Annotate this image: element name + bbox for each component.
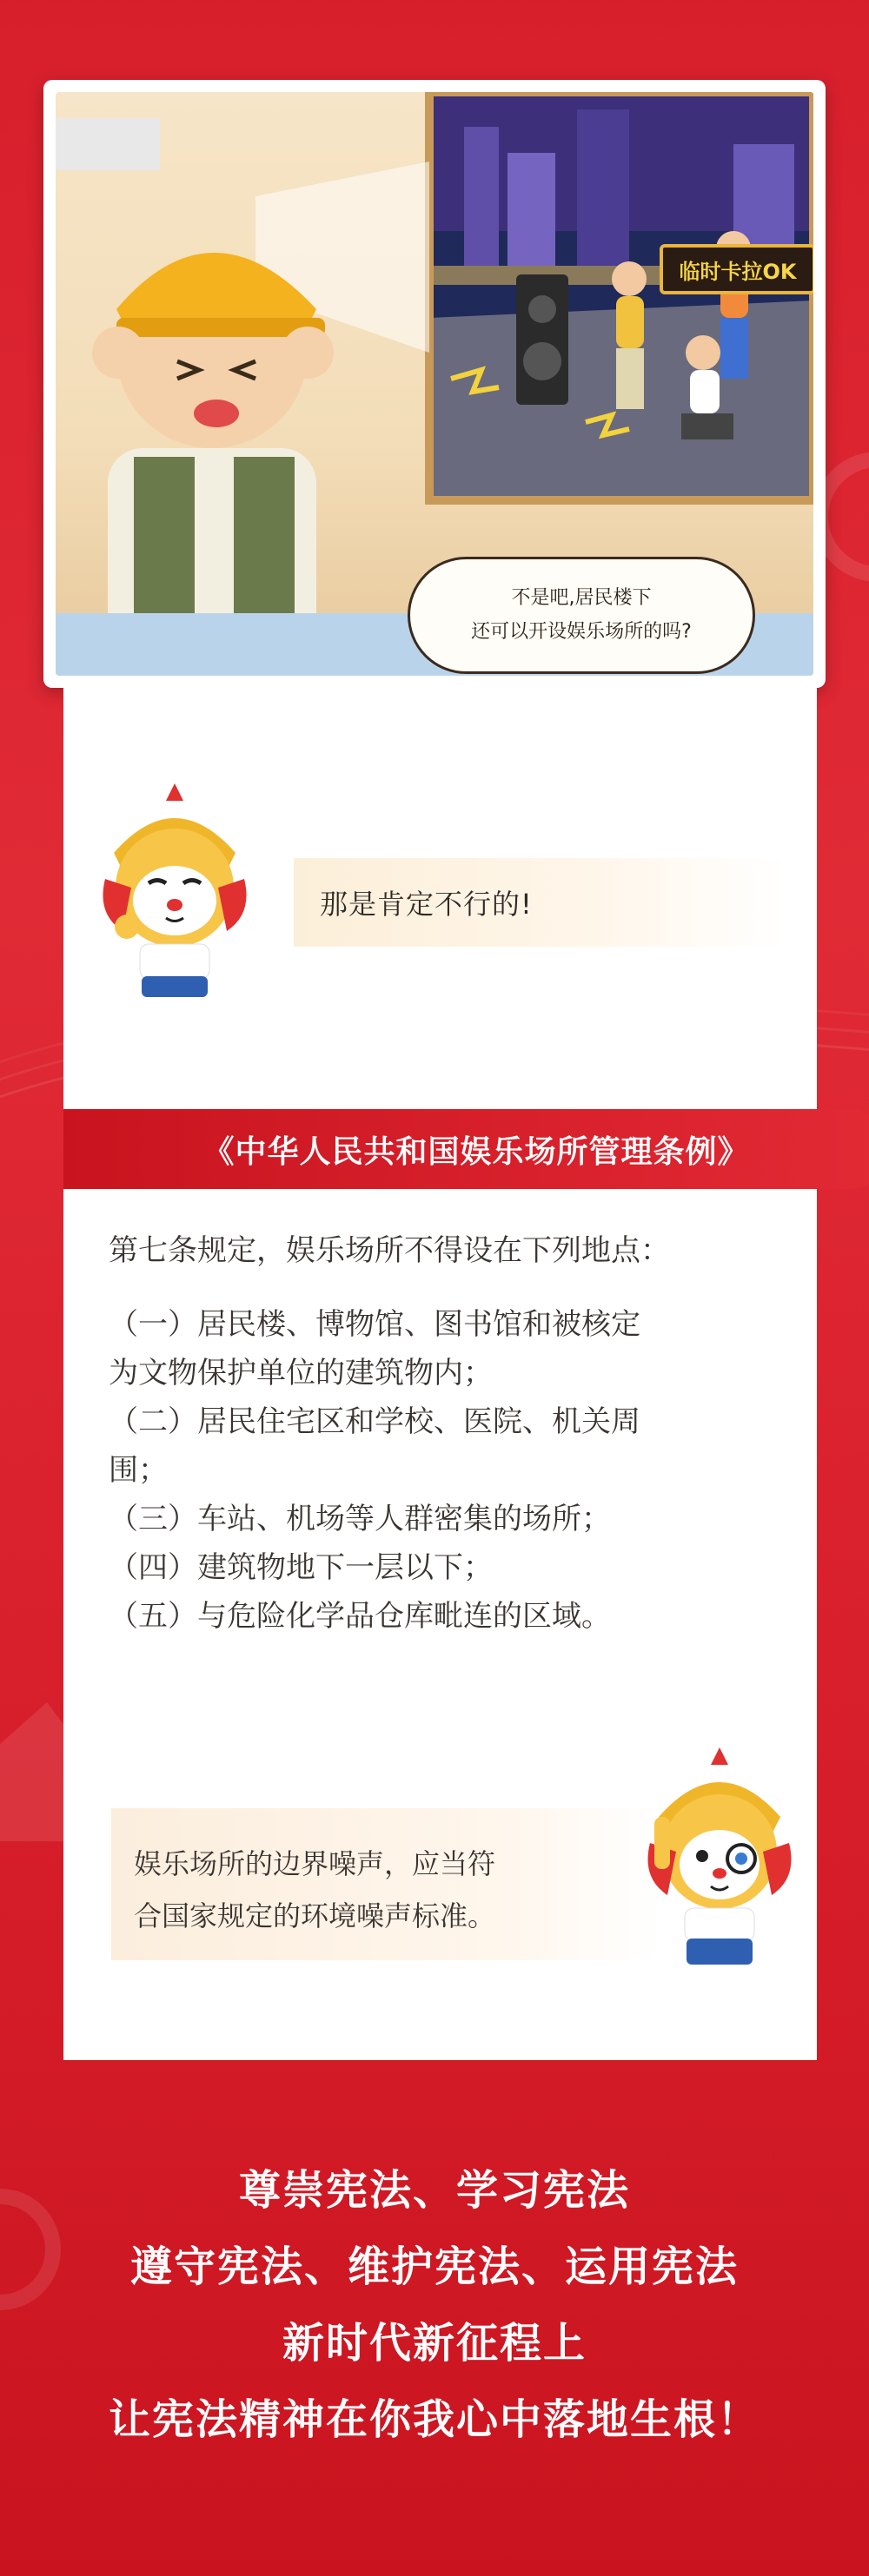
mascot-reply-bubble: 那是肯定不行的! — [294, 858, 789, 947]
comic-illustration — [56, 92, 813, 676]
noise-note-bubble — [111, 1808, 659, 1960]
regulation-text — [109, 1226, 786, 1641]
noise-note-line: 合国家规定的环境噪声标准。 — [134, 1899, 496, 1932]
slogan-line: 新时代新征程上 — [282, 2319, 587, 2368]
slogan-line: 遵守宪法、维护宪法、运用宪法 — [129, 2242, 739, 2291]
noise-note-line: 娱乐场所的边界噪声，应当符 — [134, 1847, 496, 1880]
content-card — [63, 688, 817, 2060]
lion-mascot-icon — [88, 783, 262, 1001]
speech-line: 不是吧,居民楼下 — [511, 587, 652, 609]
regulation-line: （一）居民楼、博物馆、图书馆和被核定 — [109, 1307, 640, 1342]
regulation-line: 围； — [109, 1453, 168, 1488]
regulation-title-banner: 《中华人民共和国娱乐场所管理条例》 — [63, 1109, 869, 1189]
regulation-line: （四）建筑物地下一层以下； — [109, 1550, 493, 1585]
slogan-line: 尊崇宪法、学习宪法 — [238, 2166, 630, 2215]
regulation-line: 为文物保护单位的建筑物内； — [109, 1356, 493, 1390]
comic-panel — [43, 80, 826, 688]
speech-line: 还可以开设娱乐场所的吗? — [471, 620, 692, 643]
regulation-line: （三）车站、机场等人群密集的场所； — [109, 1502, 611, 1536]
regulation-lead: 第七条规定，娱乐场所不得设在下列地点： — [109, 1233, 670, 1268]
regulation-line: （五）与危险化学品仓库毗连的区域。 — [109, 1599, 611, 1634]
karaoke-sign: 临时卡拉OK — [660, 244, 813, 294]
lion-mascot-icon — [637, 1747, 802, 1973]
regulation-line: （二）居民住宅区和学校、医院、机关周 — [109, 1404, 640, 1439]
speech-bubble — [408, 557, 755, 674]
constitution-slogans — [0, 2152, 869, 2458]
slogan-line: 让宪法精神在你我心中落地生根！ — [108, 2395, 760, 2444]
